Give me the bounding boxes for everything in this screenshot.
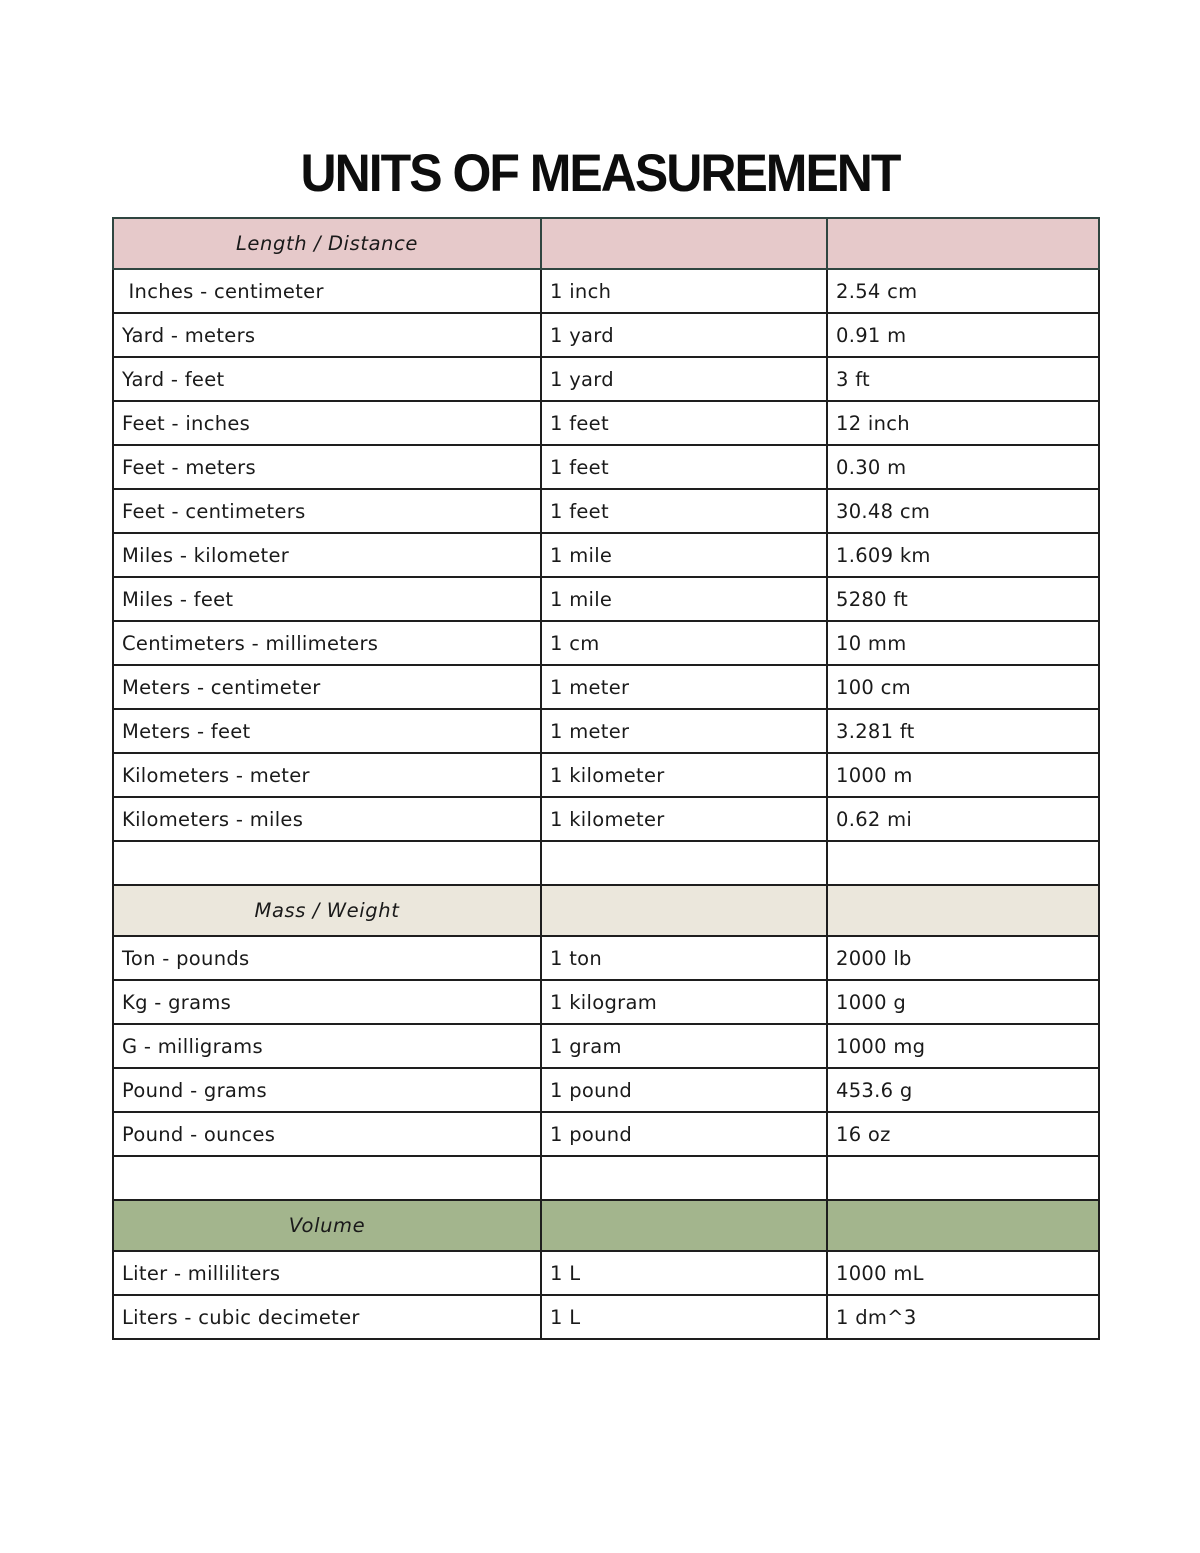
section-header-mass — [113, 885, 1099, 936]
conversion-unit: 1 feet — [541, 445, 827, 489]
conversion-name: Meters - centimeter — [113, 665, 541, 709]
conversion-name: Miles - kilometer — [113, 533, 541, 577]
table-row — [113, 313, 1099, 357]
table-row — [113, 797, 1099, 841]
conversion-equals: 16 oz — [827, 1112, 1099, 1156]
section-header-volume — [113, 1200, 1099, 1251]
conversion-equals: 0.30 m — [827, 445, 1099, 489]
conversion-equals: 30.48 cm — [827, 489, 1099, 533]
conversion-equals: 1000 m — [827, 753, 1099, 797]
conversion-unit: 1 mile — [541, 533, 827, 577]
conversion-unit: 1 mile — [541, 577, 827, 621]
empty-cell — [541, 1156, 827, 1200]
table-row — [113, 445, 1099, 489]
conversion-unit: 1 L — [541, 1295, 827, 1339]
table-row — [113, 709, 1099, 753]
empty-cell — [113, 1156, 541, 1200]
conversion-equals: 5280 ft — [827, 577, 1099, 621]
conversion-unit: 1 yard — [541, 357, 827, 401]
conversion-equals: 2000 lb — [827, 936, 1099, 980]
conversion-unit: 1 kilometer — [541, 797, 827, 841]
empty-cell — [113, 841, 541, 885]
empty-cell — [827, 841, 1099, 885]
empty-cell — [541, 1200, 827, 1251]
conversion-equals: 100 cm — [827, 665, 1099, 709]
conversion-name: Pound - ounces — [113, 1112, 541, 1156]
conversion-equals: 453.6 g — [827, 1068, 1099, 1112]
table-row — [113, 357, 1099, 401]
table-row — [113, 936, 1099, 980]
conversion-equals: 10 mm — [827, 621, 1099, 665]
table-row — [113, 753, 1099, 797]
table-row — [113, 1295, 1099, 1339]
empty-cell — [827, 218, 1099, 269]
table-row — [113, 577, 1099, 621]
conversion-unit: 1 meter — [541, 709, 827, 753]
conversion-equals: 3 ft — [827, 357, 1099, 401]
conversion-equals: 1 dm^3 — [827, 1295, 1099, 1339]
table-row — [113, 1068, 1099, 1112]
conversion-name: Liters - cubic decimeter — [113, 1295, 541, 1339]
table-row — [113, 1024, 1099, 1068]
conversion-name: Miles - feet — [113, 577, 541, 621]
empty-cell — [541, 885, 827, 936]
conversion-equals: 1000 g — [827, 980, 1099, 1024]
conversion-unit: 1 ton — [541, 936, 827, 980]
empty-cell — [541, 218, 827, 269]
conversion-unit: 1 cm — [541, 621, 827, 665]
conversion-equals: 2.54 cm — [827, 269, 1099, 313]
table-row — [113, 401, 1099, 445]
table-row — [113, 269, 1099, 313]
conversion-equals: 1000 mg — [827, 1024, 1099, 1068]
conversion-name: G - milligrams — [113, 1024, 541, 1068]
conversion-name: Kilometers - miles — [113, 797, 541, 841]
conversion-unit: 1 gram — [541, 1024, 827, 1068]
conversion-equals: 0.91 m — [827, 313, 1099, 357]
empty-cell — [827, 885, 1099, 936]
conversion-unit: 1 pound — [541, 1068, 827, 1112]
conversion-unit: 1 kilometer — [541, 753, 827, 797]
blank-row — [113, 841, 1099, 885]
conversion-name: Kg - grams — [113, 980, 541, 1024]
conversion-name: Pound - grams — [113, 1068, 541, 1112]
conversion-name: Feet - centimeters — [113, 489, 541, 533]
conversion-unit: 1 pound — [541, 1112, 827, 1156]
table-row — [113, 1251, 1099, 1295]
table-row — [113, 489, 1099, 533]
conversion-name: Feet - inches — [113, 401, 541, 445]
conversion-equals: 0.62 mi — [827, 797, 1099, 841]
conversion-name: Yard - feet — [113, 357, 541, 401]
page-title: UNITS OF MEASUREMENT — [300, 143, 900, 203]
empty-cell — [541, 841, 827, 885]
conversion-name: Yard - meters — [113, 313, 541, 357]
conversion-equals: 1000 mL — [827, 1251, 1099, 1295]
units-table — [112, 217, 1100, 1340]
section-header-length — [113, 218, 1099, 269]
blank-row — [113, 1156, 1099, 1200]
table-row — [113, 665, 1099, 709]
section-label: Mass / Weight — [113, 885, 541, 936]
conversion-unit: 1 feet — [541, 489, 827, 533]
table-row — [113, 1112, 1099, 1156]
conversion-equals: 1.609 km — [827, 533, 1099, 577]
section-label: Volume — [113, 1200, 541, 1251]
conversion-unit: 1 inch — [541, 269, 827, 313]
conversion-unit: 1 yard — [541, 313, 827, 357]
conversion-name: Inches - centimeter — [113, 269, 541, 313]
empty-cell — [827, 1200, 1099, 1251]
conversion-equals: 3.281 ft — [827, 709, 1099, 753]
conversion-name: Ton - pounds — [113, 936, 541, 980]
conversion-unit: 1 L — [541, 1251, 827, 1295]
conversion-name: Kilometers - meter — [113, 753, 541, 797]
table-row — [113, 533, 1099, 577]
table-row — [113, 980, 1099, 1024]
conversion-name: Meters - feet — [113, 709, 541, 753]
conversion-equals: 12 inch — [827, 401, 1099, 445]
conversion-unit: 1 kilogram — [541, 980, 827, 1024]
conversion-unit: 1 feet — [541, 401, 827, 445]
conversion-name: Liter - milliliters — [113, 1251, 541, 1295]
conversion-name: Feet - meters — [113, 445, 541, 489]
section-label: Length / Distance — [113, 218, 541, 269]
conversion-unit: 1 meter — [541, 665, 827, 709]
table-row — [113, 621, 1099, 665]
empty-cell — [827, 1156, 1099, 1200]
conversion-name: Centimeters - millimeters — [113, 621, 541, 665]
